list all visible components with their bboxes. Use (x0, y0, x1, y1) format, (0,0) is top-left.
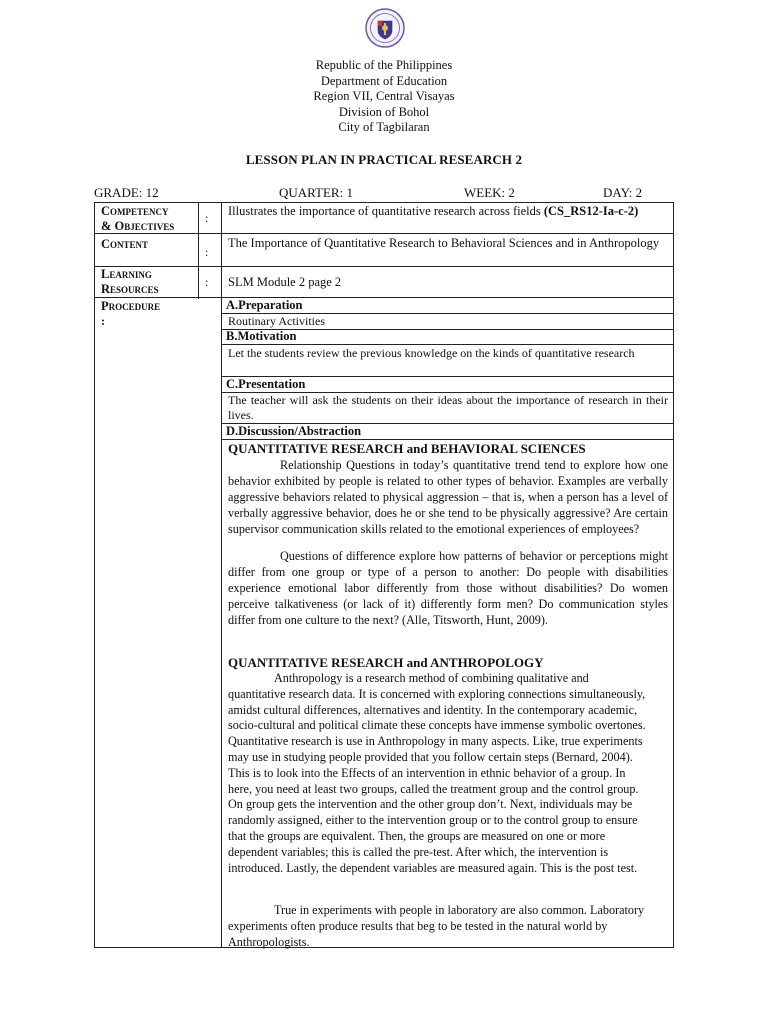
resources-text: SLM Module 2 page 2 (228, 275, 342, 289)
procedure-label: Procedure (101, 299, 161, 313)
behavioral-sciences-heading: QUANTITATIVE RESEARCH and BEHAVIORAL SCIENCES (228, 441, 586, 456)
competency-text: Illustrates the importance of quantitative research across fields (CS_RS12-Ia-c-2) (228, 204, 639, 218)
header-line-department: Department of Education (320, 73, 448, 88)
row-divider (221, 439, 673, 440)
day-label: DAY: 2 (603, 185, 643, 200)
competency-colon: : (205, 211, 209, 225)
content-colon: : (205, 245, 209, 259)
presentation-heading: C.Presentation (226, 377, 306, 391)
header-line-region: Region VII, Central Visayas (313, 89, 455, 103)
row-divider (221, 344, 673, 345)
row-divider (95, 297, 673, 298)
competency-label: Competency & Objectives (101, 204, 175, 233)
motivation-heading: B.Motivation (226, 329, 297, 343)
header-line-division: Division of Bohol (338, 104, 430, 119)
behavioral-paragraph-2: Questions of difference explore how patterns of behavior or perceptions might differ from one group or type of a person to another: Do people with disabilities experience emotional labor differently from those without disabilities? Do women perceive talkativeness (or lack of it) differently form men? Do communication styles differ from one culture to the next? (Alle, Titsworth, Hunt, 2009). (228, 549, 668, 627)
preparation-heading: A.Preparation (226, 298, 303, 312)
lesson-plan-table (94, 202, 674, 948)
deped-seal (365, 8, 405, 48)
header-line-republic: Republic of the Philippines (315, 58, 453, 72)
discussion-heading: D.Discussion/Abstraction (226, 424, 362, 438)
presentation-text: The teacher will ask the students on their ideas about the importance of research in their lives. (228, 393, 668, 422)
resources-colon: : (205, 275, 209, 289)
content-text: The Importance of Quantitative Research to Behavioral Sciences and in Anthropology (228, 236, 660, 250)
header-line-city: City of Tagbilaran (338, 120, 430, 134)
grade-label: GRADE: 12 (94, 185, 159, 200)
competency-code: (CS_RS12-Ia-c-2) (543, 204, 639, 218)
document-title: LESSON PLAN IN PRACTICAL RESEARCH 2 (245, 152, 523, 167)
anthropology-heading: QUANTITATIVE RESEARCH and ANTHROPOLOGY (228, 655, 544, 670)
anthropology-paragraph-2: True in experiments with people in laboratory are also common. Laboratory experiments often produce results that beg to be tested in the natural world by Anthropologists. (228, 903, 645, 949)
procedure-colon: : (101, 314, 105, 328)
motivation-text: Let the students review the previous knowledge on the kinds of quantitative research (228, 346, 635, 360)
letterhead (0, 58, 768, 136)
preparation-text: Routinary Activities (228, 314, 325, 328)
learning-resources-label: Learning Resources (101, 267, 159, 296)
behavioral-paragraph-1: Relationship Questions in today’s quantitative trend tend to explore how one behavior exhibited by people is related to other types of behavior. Examples are verbally aggressive behaviors related to physical aggression – that is, when a person has a level of verbally aggressive behavior, does he or she tend to be physically aggressive? Are certain supervisor communication skills related to the emotional experiences of employees? (228, 458, 668, 536)
quarter-label: QUARTER: 1 (279, 185, 353, 200)
col-divider-2 (221, 203, 222, 947)
content-label: Content (101, 237, 149, 251)
anthropology-paragraph-1: Anthropology is a research method of combining qualitative and quantitative research data. It is concerned with exploring connections simultaneously, amidst cultural differences, alternatives and identity. In the contemporary academic, socio-cultural and political climate these concepts have immense symbolic overtones. Quantitative research is use in Anthropology in many aspects. Like, true experiments may use in studying people provided that you follow certain steps (Bernard, 2004). This is to look into the Effects of an intervention in ethnic behavior of a group. In here, you need at least two groups, called the treatment group and the control group. On group gets the intervention and the other group don’t. Next, individuals may be randomly assigned, either to the intervention group or to the control group to ensure that the groups are equivalent. Then, the groups are measured on one or more dependent variables; this is called the pre-test. After which, the intervention is introduced. Lastly, the dependent variables are measured again. This is the post test. (228, 671, 646, 875)
col-divider-1 (198, 203, 199, 299)
week-label: WEEK: 2 (464, 185, 515, 200)
